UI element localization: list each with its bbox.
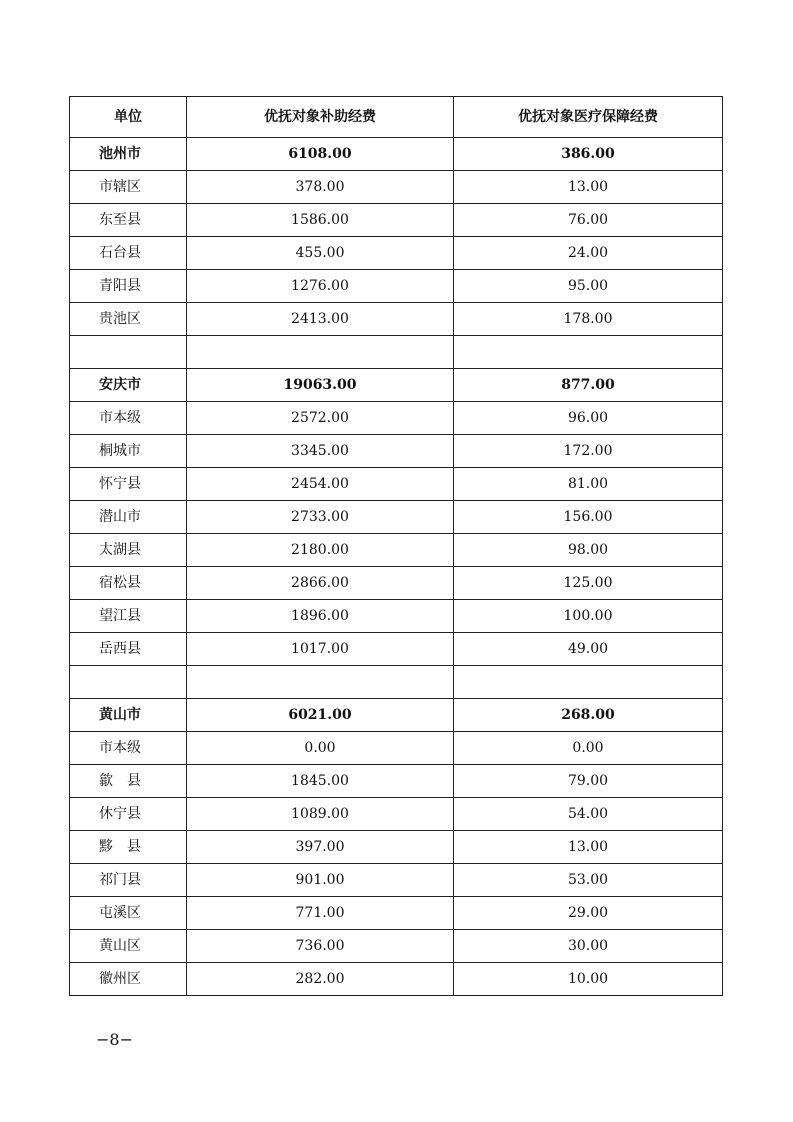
cell-medical: 172.00 <box>454 435 723 468</box>
cell-subsidy: 0.00 <box>187 732 454 765</box>
table-row <box>70 897 723 930</box>
table-row <box>70 402 723 435</box>
cell-subsidy: 1276.00 <box>187 270 454 303</box>
cell-medical: 98.00 <box>454 534 723 567</box>
cell-unit: 太湖县 <box>70 534 187 567</box>
cell-unit: 潜山市 <box>70 501 187 534</box>
cell-unit: 徽州区 <box>70 963 187 996</box>
table-row <box>70 567 723 600</box>
cell-subsidy: 378.00 <box>187 171 454 204</box>
cell-subsidy: 2180.00 <box>187 534 454 567</box>
table-row <box>70 633 723 666</box>
table-row <box>70 204 723 237</box>
cell-medical <box>454 336 723 369</box>
cell-unit: 歙 县 <box>70 765 187 798</box>
cell-unit: 祁门县 <box>70 864 187 897</box>
table-row <box>70 765 723 798</box>
cell-subsidy: 397.00 <box>187 831 454 864</box>
cell-subsidy: 1896.00 <box>187 600 454 633</box>
cell-subsidy <box>187 666 454 699</box>
header-medical: 优抚对象医疗保障经费 <box>454 97 723 138</box>
cell-subsidy: 2454.00 <box>187 468 454 501</box>
cell-medical: 13.00 <box>454 831 723 864</box>
cell-medical: 54.00 <box>454 798 723 831</box>
cell-unit: 岳西县 <box>70 633 187 666</box>
cell-unit: 休宁县 <box>70 798 187 831</box>
cell-subsidy: 1017.00 <box>187 633 454 666</box>
cell-unit: 黄山市 <box>70 699 187 732</box>
cell-medical: 156.00 <box>454 501 723 534</box>
cell-unit: 安庆市 <box>70 369 187 402</box>
cell-unit: 怀宁县 <box>70 468 187 501</box>
cell-subsidy: 2572.00 <box>187 402 454 435</box>
cell-unit: 市辖区 <box>70 171 187 204</box>
cell-medical: 13.00 <box>454 171 723 204</box>
table-row <box>70 468 723 501</box>
cell-subsidy: 2413.00 <box>187 303 454 336</box>
table-row <box>70 864 723 897</box>
cell-medical: 268.00 <box>454 699 723 732</box>
cell-subsidy: 3345.00 <box>187 435 454 468</box>
cell-unit: 青阳县 <box>70 270 187 303</box>
cell-unit: 市本级 <box>70 402 187 435</box>
table-row <box>70 171 723 204</box>
cell-medical: 386.00 <box>454 138 723 171</box>
cell-subsidy: 282.00 <box>187 963 454 996</box>
cell-unit: 望江县 <box>70 600 187 633</box>
table-row <box>70 435 723 468</box>
cell-unit: 宿松县 <box>70 567 187 600</box>
funding-table <box>69 96 723 996</box>
cell-unit <box>70 336 187 369</box>
cell-medical: 53.00 <box>454 864 723 897</box>
cell-medical: 76.00 <box>454 204 723 237</box>
cell-medical: 30.00 <box>454 930 723 963</box>
cell-subsidy <box>187 336 454 369</box>
page-number: −8− <box>96 1030 133 1049</box>
cell-unit: 黟 县 <box>70 831 187 864</box>
header-unit: 单位 <box>70 97 187 138</box>
cell-medical: 49.00 <box>454 633 723 666</box>
cell-unit: 池州市 <box>70 138 187 171</box>
cell-unit: 东至县 <box>70 204 187 237</box>
table-header-row <box>70 97 723 138</box>
cell-medical: 125.00 <box>454 567 723 600</box>
table-row <box>70 831 723 864</box>
cell-unit: 贵池区 <box>70 303 187 336</box>
table-row-summary <box>70 699 723 732</box>
header-subsidy: 优抚对象补助经费 <box>187 97 454 138</box>
table-row <box>70 963 723 996</box>
cell-subsidy: 1586.00 <box>187 204 454 237</box>
cell-subsidy: 771.00 <box>187 897 454 930</box>
cell-unit: 桐城市 <box>70 435 187 468</box>
table-row <box>70 798 723 831</box>
cell-subsidy: 6021.00 <box>187 699 454 732</box>
table-row <box>70 303 723 336</box>
cell-medical: 10.00 <box>454 963 723 996</box>
cell-medical: 95.00 <box>454 270 723 303</box>
cell-subsidy: 736.00 <box>187 930 454 963</box>
table-row <box>70 237 723 270</box>
table-row <box>70 501 723 534</box>
table-row-blank <box>70 666 723 699</box>
cell-medical: 79.00 <box>454 765 723 798</box>
table-body <box>70 138 723 996</box>
cell-subsidy: 2733.00 <box>187 501 454 534</box>
cell-unit: 屯溪区 <box>70 897 187 930</box>
cell-unit: 石台县 <box>70 237 187 270</box>
table-row <box>70 732 723 765</box>
table-row <box>70 930 723 963</box>
cell-subsidy: 6108.00 <box>187 138 454 171</box>
cell-subsidy: 19063.00 <box>187 369 454 402</box>
cell-medical: 178.00 <box>454 303 723 336</box>
cell-medical <box>454 666 723 699</box>
cell-medical: 100.00 <box>454 600 723 633</box>
table-row <box>70 600 723 633</box>
cell-subsidy: 1089.00 <box>187 798 454 831</box>
cell-medical: 81.00 <box>454 468 723 501</box>
cell-medical: 24.00 <box>454 237 723 270</box>
cell-unit <box>70 666 187 699</box>
cell-medical: 96.00 <box>454 402 723 435</box>
table-row <box>70 534 723 567</box>
cell-subsidy: 2866.00 <box>187 567 454 600</box>
cell-medical: 0.00 <box>454 732 723 765</box>
table-row <box>70 270 723 303</box>
cell-medical: 877.00 <box>454 369 723 402</box>
cell-subsidy: 455.00 <box>187 237 454 270</box>
table-row-blank <box>70 336 723 369</box>
cell-medical: 29.00 <box>454 897 723 930</box>
cell-subsidy: 1845.00 <box>187 765 454 798</box>
table-row-summary <box>70 369 723 402</box>
cell-unit: 市本级 <box>70 732 187 765</box>
table-row-summary <box>70 138 723 171</box>
cell-unit: 黄山区 <box>70 930 187 963</box>
cell-subsidy: 901.00 <box>187 864 454 897</box>
